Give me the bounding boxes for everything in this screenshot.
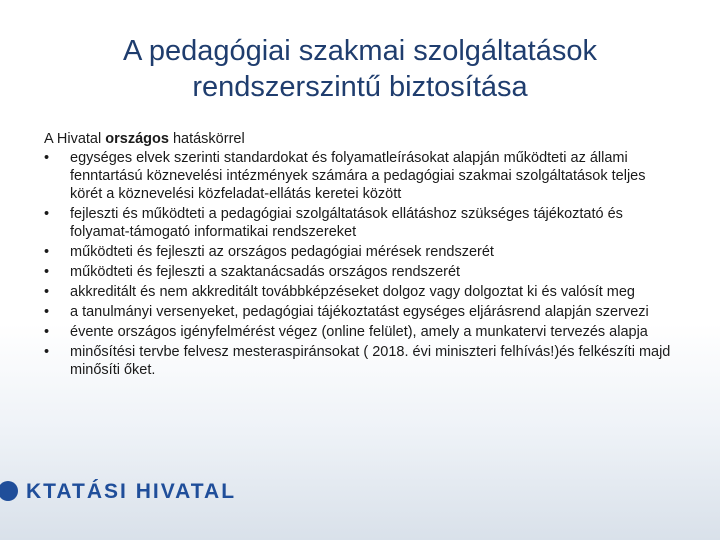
bullet-text: minősítési tervbe felvesz mesteraspiránsokat ( 2018. évi miniszteri felhívás!)és felkészíti majd minősíti őket. bbox=[70, 344, 671, 378]
bullet-icon: • bbox=[44, 284, 50, 300]
bullet-list bbox=[44, 149, 674, 379]
bullet-icon: • bbox=[44, 324, 50, 340]
bullet-item bbox=[44, 283, 674, 301]
logo-circle-icon bbox=[0, 481, 18, 501]
bullet-item bbox=[44, 243, 674, 261]
bullet-item bbox=[44, 303, 674, 321]
bullet-item bbox=[44, 149, 674, 203]
intro-bold: országos bbox=[105, 131, 169, 147]
bullet-text: működteti és fejleszti az országos pedagógiai mérések rendszerét bbox=[70, 244, 494, 260]
logo-text: KTATÁSI HIVATAL bbox=[26, 480, 237, 503]
bullet-item bbox=[44, 323, 674, 341]
intro-line bbox=[44, 130, 674, 148]
slide-content bbox=[44, 130, 674, 381]
oktatasi-hivatal-logo bbox=[0, 477, 260, 507]
title-line-1: A pedagógiai szakmai szolgáltatások bbox=[123, 35, 597, 67]
bullet-icon: • bbox=[44, 344, 50, 360]
bullet-item bbox=[44, 205, 674, 241]
bullet-text: a tanulmányi versenyeket, pedagógiai tájékoztatást egységes eljárásrend alapján szervezi bbox=[70, 304, 649, 320]
bullet-icon: • bbox=[44, 264, 50, 280]
bullet-text: működteti és fejleszti a szaktanácsadás országos rendszerét bbox=[70, 264, 461, 280]
bullet-item bbox=[44, 263, 674, 281]
intro-suffix: hatáskörrel bbox=[168, 131, 245, 147]
slide-title bbox=[40, 33, 680, 105]
bullet-text: évente országos igényfelmérést végez (online felület), amely a munkatervi tervezés alapja bbox=[70, 324, 648, 340]
bullet-text: fejleszti és működteti a pedagógiai szolgáltatások ellátáshoz szükséges tájékoztató és folyamat-támogató informatikai rendszereket bbox=[70, 206, 623, 240]
bullet-icon: • bbox=[44, 150, 50, 166]
bullet-icon: • bbox=[44, 304, 50, 320]
intro-prefix: A Hivatal bbox=[44, 131, 106, 147]
bullet-item bbox=[44, 343, 674, 379]
bullet-text: akkreditált és nem akkreditált továbbképzéseket dolgoz vagy dolgoztat ki és valósít meg bbox=[70, 284, 635, 300]
bullet-icon: • bbox=[44, 244, 50, 260]
title-line-2: rendszerszintű biztosítása bbox=[192, 71, 528, 103]
bullet-text: egységes elvek szerinti standardokat és folyamatleírásokat alapján működteti az állami fenntartású köznevelési intézmények számára a pedagógiai szakmai szolgáltatások teljes körét a köznevelési közfeladat-ellátás keretei között bbox=[70, 150, 646, 202]
bullet-icon: • bbox=[44, 206, 50, 222]
